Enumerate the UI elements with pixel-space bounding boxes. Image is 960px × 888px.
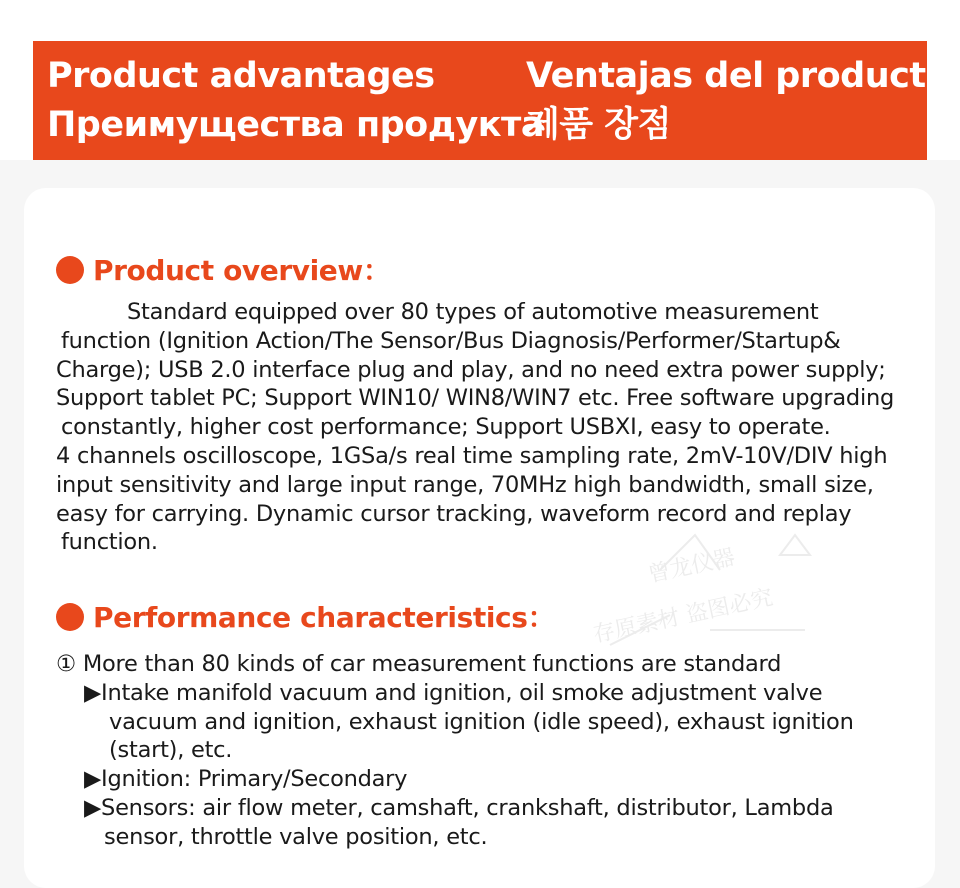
overview-paragraph: [56, 298, 936, 557]
title-banner: [33, 41, 950, 160]
overview-line: function (Ignition Action/The Sensor/Bus Diagnosis/Performer/Startup&: [61, 327, 841, 354]
performance-list: [56, 650, 936, 852]
title-korean: 제품 장점: [526, 105, 671, 145]
bullet-dot-icon: [56, 256, 84, 284]
title-english: Product advantages: [47, 56, 435, 96]
watermark-text-1: 曾龙仪器: [646, 545, 738, 588]
overview-line: function.: [61, 529, 158, 556]
title-russian: Преимущества продукта: [47, 105, 544, 145]
performance-line: (start), etc.: [109, 737, 233, 764]
watermark-text-2: 存原素材 盗图必究: [591, 585, 776, 648]
overview-line: Charge); USB 2.0 interface plug and play, and no need extra power supply;: [56, 356, 886, 383]
performance-line: ▶Intake manifold vacuum and ignition, oil smoke adjustment valve: [84, 679, 823, 706]
performance-line: ① More than 80 kinds of car measurement functions are standard: [56, 651, 782, 677]
overview-line: input sensitivity and large input range, 70MHz high bandwidth, small size,: [56, 471, 874, 498]
overview-line: easy for carrying. Dynamic cursor tracking, waveform record and replay: [56, 500, 852, 527]
performance-line: sensor, throttle valve position, etc.: [104, 823, 488, 850]
overview-heading-text: Product overview：: [93, 254, 391, 287]
overview-line: Support tablet PC; Support WIN10/ WIN8/WIN7 etc. Free software upgrading: [56, 385, 894, 412]
overview-line: Standard equipped over 80 types of automotive measurement: [127, 299, 819, 325]
performance-line: ▶Ignition: Primary/Secondary: [84, 766, 408, 793]
performance-heading-text: Performance characteristics：: [93, 601, 556, 634]
performance-line: vacuum and ignition, exhaust ignition (idle speed), exhaust ignition: [109, 708, 854, 735]
performance-line: ▶Sensors: air flow meter, camshaft, crankshaft, distributor, Lambda: [84, 794, 834, 821]
title-spanish: Ventajas del producto: [526, 56, 950, 96]
overview-line: constantly, higher cost performance; Support USBXI, easy to operate.: [61, 414, 831, 441]
bullet-dot-icon: [56, 603, 84, 631]
overview-line: 4 channels oscilloscope, 1GSa/s real time sampling rate, 2mV-10V/DIV high: [56, 442, 888, 469]
